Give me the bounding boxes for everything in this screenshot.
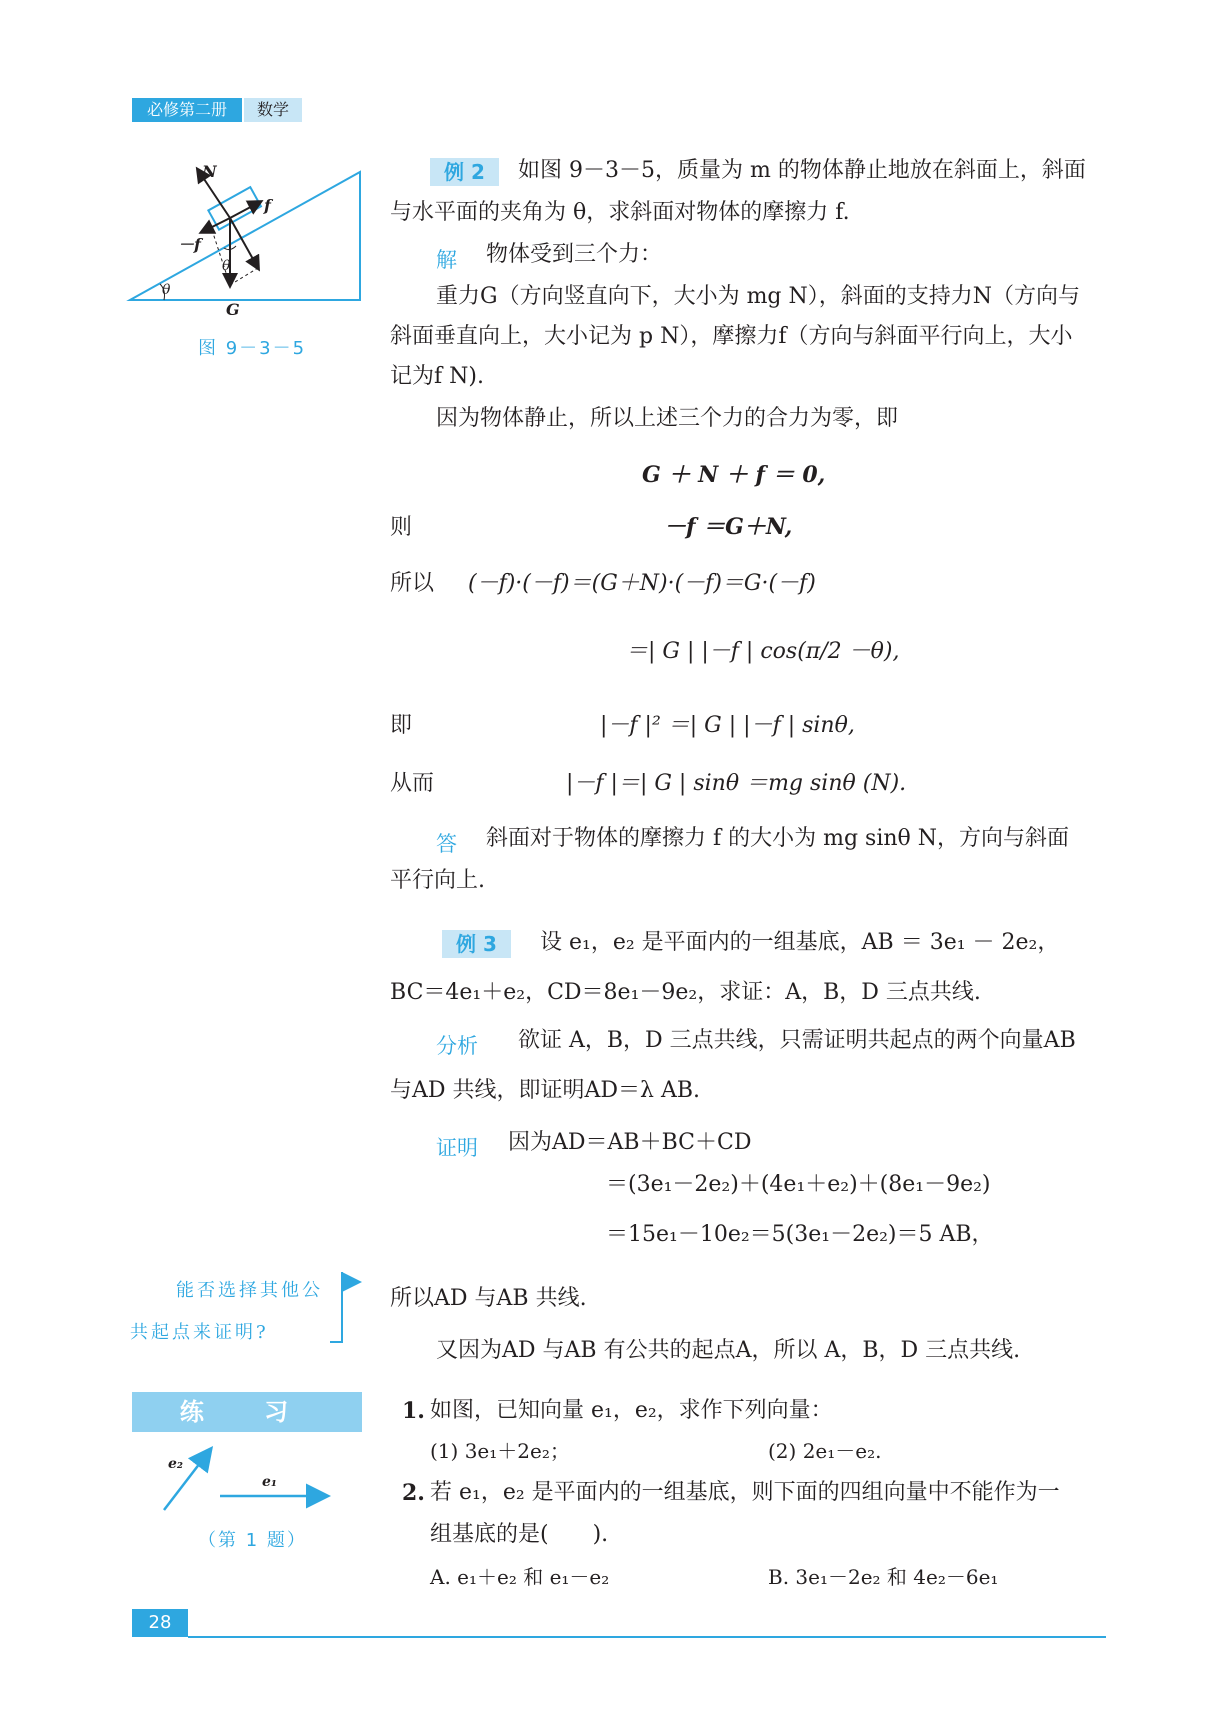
answer-label: 答: [436, 832, 457, 856]
fig-label-N: N: [202, 162, 217, 181]
solution-line-5: 因为物体静止，所以上述三个力的合力为零，即: [436, 406, 899, 431]
solution-line-2: 重力G（方向竖直向下，大小为 mg N），斜面的支持力N（方向与: [436, 284, 1081, 309]
label-suoyi: 所以: [390, 571, 435, 596]
proof-line-4: 所以AD 与AB 共线.: [390, 1286, 587, 1311]
side-note-line-1: 能否选择其他公: [176, 1280, 323, 1301]
equation-sin: |－f |² ＝| G | |－f | sinθ,: [600, 713, 855, 738]
label-congr: 从而: [390, 771, 435, 796]
proof-line-1: 因为AD＝AB＋BC＋CD: [508, 1130, 752, 1155]
analysis-line-1: 欲证 A，B，D 三点共线，只需证明共起点的两个向量AB: [518, 1028, 1076, 1053]
answer-line-1: 斜面对于物体的摩擦力 f 的大小为 mg sinθ N，方向与斜面: [486, 826, 1070, 851]
example-2-problem-line-1: 如图 9－3－5，质量为 m 的物体静止地放在斜面上，斜面: [518, 158, 1086, 183]
equation-cos: ＝| G | |－f | cos(π/2 －θ),: [626, 639, 900, 664]
proof-line-2: ＝(3e₁－2e₂)＋(4e₁＋e₂)＋(8e₁－9e₂): [606, 1172, 991, 1197]
equation-neg-f: －f ＝G＋N,: [664, 514, 793, 540]
fig-label-theta-top: θ: [222, 258, 231, 274]
fig-label-f: f: [264, 196, 271, 215]
practice-title: 练 习: [179, 1398, 315, 1426]
proof-line-3: ＝15e₁－10e₂＝5(3e₁－2e₂)＝5 AB，: [606, 1222, 994, 1247]
example-2-badge: 例 2: [430, 158, 499, 186]
practice-vector-figure: [150, 1440, 340, 1520]
solution-label: 解: [436, 248, 457, 272]
figure-caption: 图 9－3－5: [198, 338, 307, 359]
practice-fig-label-e2: e₂: [168, 1456, 184, 1472]
question-1-option-a: (1) 3e₁＋2e₂；: [430, 1439, 570, 1463]
question-1-number: 1.: [402, 1398, 425, 1424]
equation-dot-product: (－f)·(－f)＝(G＋N)·(－f)＝G·(－f): [468, 571, 816, 596]
example-2-problem-line-2: 与水平面的夹角为 θ，求斜面对物体的摩擦力 f.: [390, 200, 850, 225]
fig-label-theta-base: θ: [162, 282, 171, 298]
proof-line-5: 又因为AD 与AB 有公共的起点A，所以 A，B，D 三点共线.: [436, 1338, 1021, 1363]
solution-line-4: 记为f N).: [390, 364, 484, 389]
question-2-option-A: A. e₁＋e₂ 和 e₁－e₂: [430, 1565, 610, 1589]
fig-label-neg-f: －f: [178, 235, 201, 254]
side-note-line-2: 共起点来证明?: [130, 1322, 269, 1343]
practice-fig-label-e1: e₁: [262, 1474, 278, 1490]
example-3-problem-line-2: BC＝4e₁＋e₂，CD＝8e₁－9e₂，求证：A，B，D 三点共线.: [390, 980, 981, 1005]
footer-divider: [188, 1636, 1106, 1638]
question-2-line-2: 组基底的是( ).: [430, 1522, 609, 1547]
equation-sum-zero: G ＋ N ＋ f ＝ 0,: [642, 462, 826, 488]
fig-label-G: G: [226, 300, 240, 319]
analysis-line-2: 与AD 共线，即证明AD＝λ AB.: [390, 1078, 701, 1103]
example-3-problem-line-1: 设 e₁，e₂ 是平面内的一组基底，AB ＝ 3e₁ － 2e₂，: [540, 930, 1060, 955]
solution-line-1: 物体受到三个力：: [486, 242, 663, 267]
equation-result: |－f |＝| G | sinθ ＝mg sinθ (N).: [566, 771, 907, 796]
question-2-number: 2.: [402, 1480, 425, 1506]
practice-figure-caption: （第 1 题）: [198, 1530, 307, 1551]
answer-line-2: 平行向上.: [390, 868, 485, 893]
label-ji: 即: [390, 713, 413, 738]
header-subject: 数学: [244, 98, 302, 122]
header-book-title: 必修第二册: [132, 98, 242, 122]
question-2-option-B: B. 3e₁－2e₂ 和 4e₂－6e₁: [768, 1565, 999, 1589]
analysis-label: 分析: [436, 1034, 478, 1058]
question-1-option-b: (2) 2e₁－e₂.: [768, 1439, 882, 1463]
question-2-line-1: 若 e₁，e₂ 是平面内的一组基底，则下面的四组向量中不能作为一: [430, 1480, 1060, 1505]
example-3-badge: 例 3: [442, 930, 511, 958]
question-1-text: 如图，已知向量 e₁，e₂，求作下列向量：: [430, 1398, 833, 1423]
proof-label: 证明: [436, 1136, 478, 1160]
solution-line-3: 斜面垂直向上，大小记为 p N），摩擦力f（方向与斜面平行向上，大小: [390, 324, 1073, 349]
label-ze: 则: [390, 515, 413, 540]
page-number: 28: [132, 1609, 188, 1637]
side-note-flag-icon: [328, 1270, 368, 1350]
incline-figure: [120, 160, 380, 320]
